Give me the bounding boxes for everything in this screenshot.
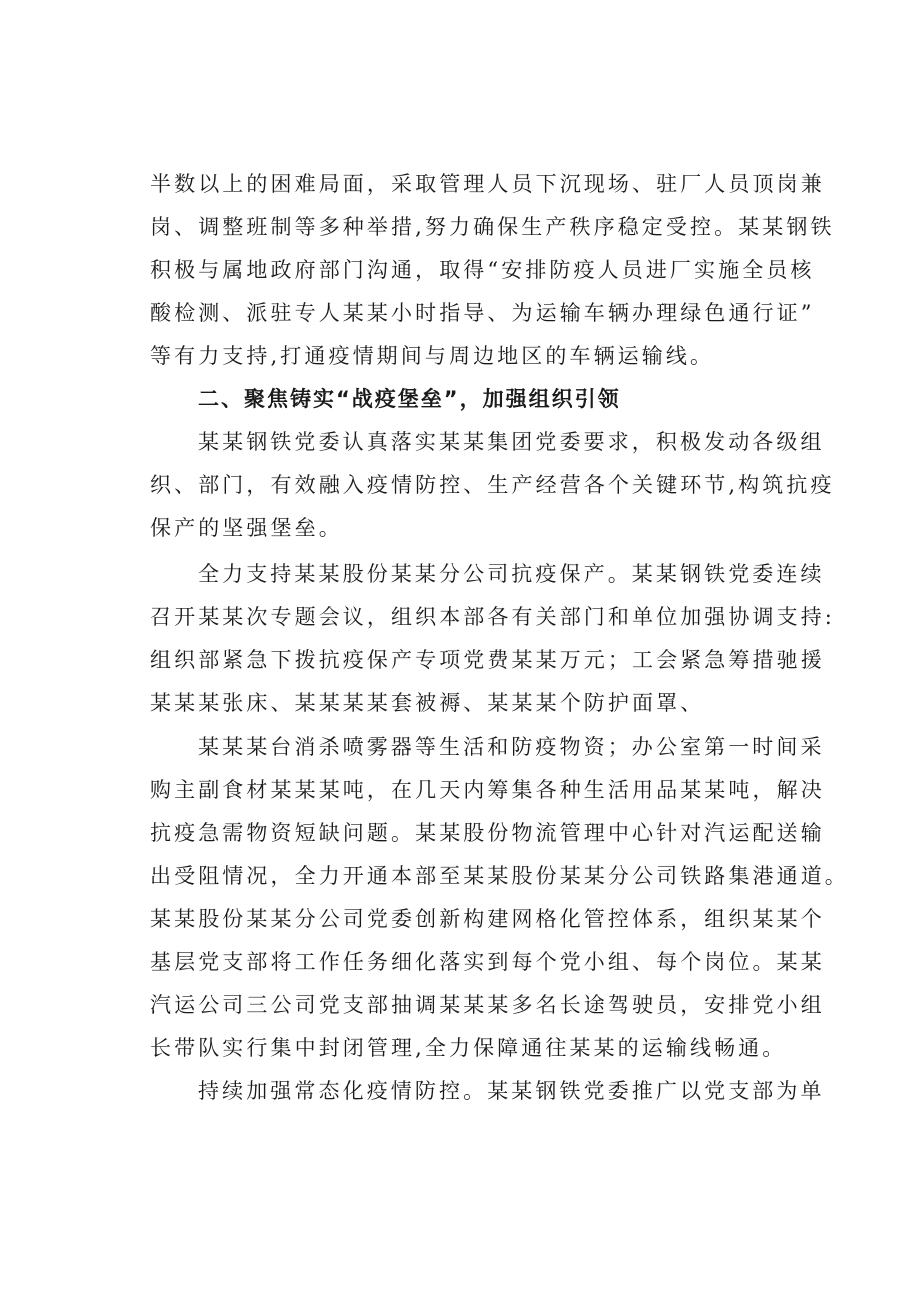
body-line: 等有力支持,打通疫情期间与周边地区的车辆运输线。 (150, 344, 715, 368)
section-heading: 二、聚焦铸实“战疫堡垒”，加强组织引领 (198, 387, 621, 411)
body-line: 出受阻情况，全力开通本部至某某股份某某分公司铁路集港通道。 (150, 864, 849, 888)
body-line: 某某股份某某分公司党委创新构建网格化管控体系，组织某某个 (150, 907, 825, 931)
body-line: 岗、调整班制等多种举措,努力确保生产秩序稳定受控。某某钢铁 (150, 215, 835, 239)
body-line: 酸检测、派驻专人某某小时指导、为运输车辆办理绿色通行证” (150, 301, 815, 325)
body-line: 某某某张床、某某某某套被褥、某某某个防护面罩、 (150, 691, 705, 715)
body-line: 组织部紧急下拨抗疫保产专项党费某某万元；工会紧急筹措驰援 (150, 648, 825, 672)
body-line: 购主副食材某某某吨，在几天内筹集各种生活用品某某吨，解决 (150, 778, 825, 802)
body-line: 持续加强常态化疫情防控。某某钢铁党委推广以党支部为单 (198, 1079, 825, 1103)
body-line: 某某某台消杀喷雾器等生活和防疫物资；办公室第一时间采 (198, 735, 825, 759)
body-line: 织、部门，有效融入疫情防控、生产经营各个关键环节,构筑抗疫 (150, 473, 835, 497)
body-line: 汽运公司三公司党支部抽调某某某多名长途驾驶员，安排党小组 (150, 993, 825, 1017)
body-line: 全力支持某某股份某某分公司抗疫保产。某某钢铁党委连续 (198, 562, 825, 586)
body-line: 基层党支部将工作任务细化落实到每个党小组、每个岗位。某某 (150, 950, 825, 974)
body-line: 积极与属地政府部门沟通，取得“安排防疫人员进厂实施全员核 (150, 258, 815, 282)
body-line: 长带队实行集中封闭管理,全力保障通往某某的运输线畅通。 (150, 1036, 787, 1060)
body-line: 保产的坚强堡垒。 (150, 516, 343, 540)
body-line: 半数以上的困难局面，采取管理人员下沉现场、驻厂人员顶岗兼 (150, 172, 825, 196)
body-line: 抗疫急需物资短缺问题。某某股份物流管理中心针对汽运配送输 (150, 821, 825, 845)
body-line: 召开某某次专题会议，组织本部各有关部门和单位加强协调支持: (150, 605, 835, 629)
body-line: 某某钢铁党委认真落实某某集团党委要求，积极发动各级组 (198, 430, 825, 454)
